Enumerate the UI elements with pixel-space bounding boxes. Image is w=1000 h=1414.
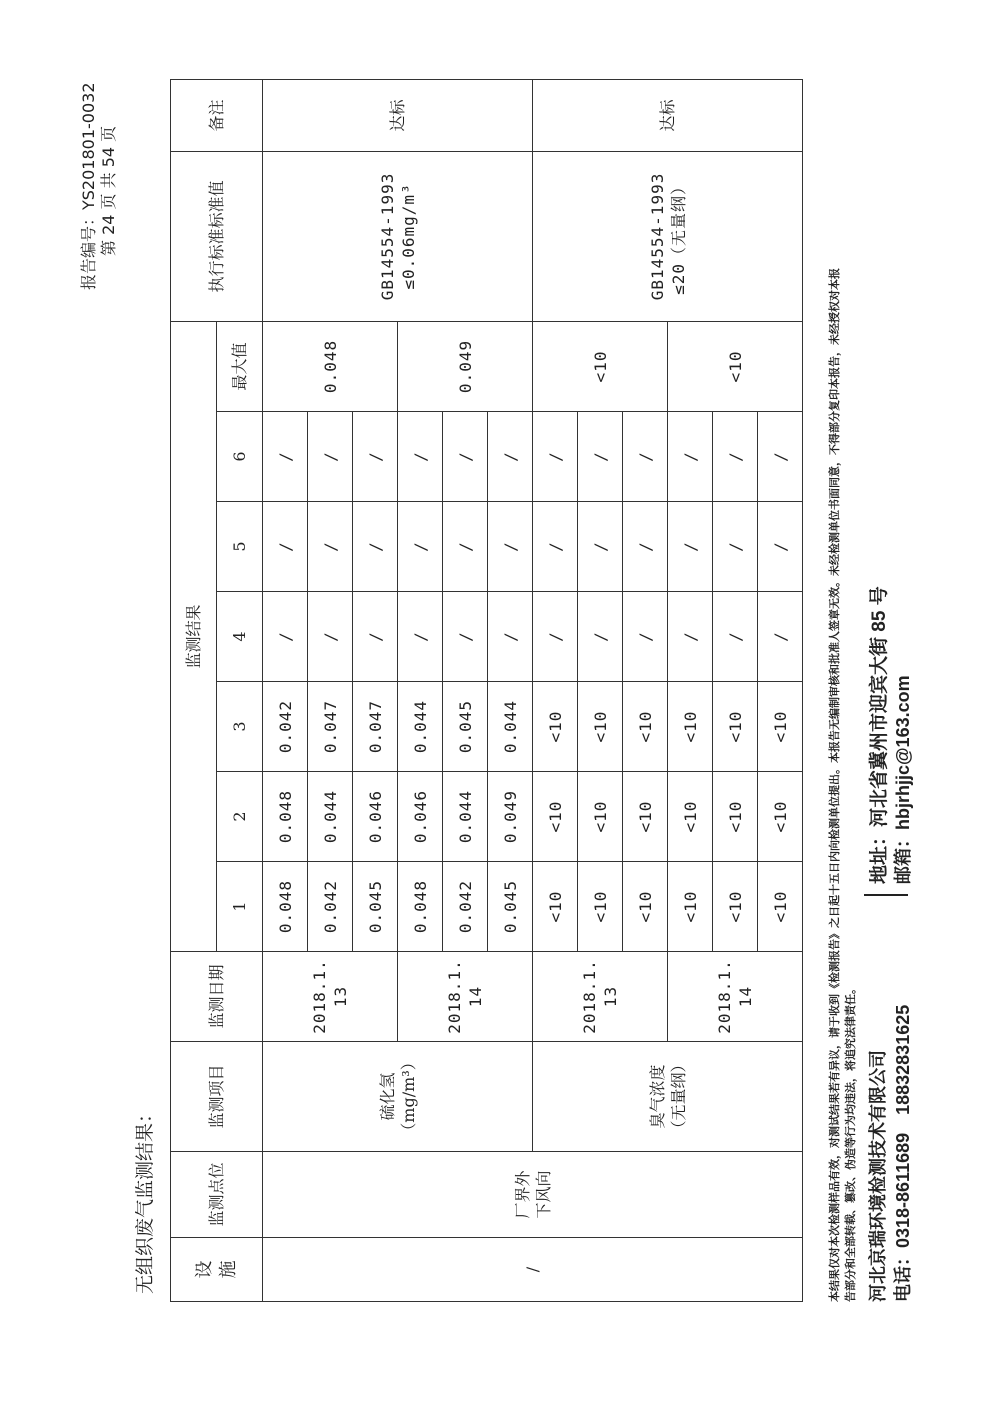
value-cell: 0.047 [353,682,398,772]
company-email: 邮箱：hbjrhjjc@163.com [893,675,913,884]
company-address: 地址：河北省冀州市迎宾大街 85 号 [869,586,890,884]
value-cell: / [758,412,803,502]
value-cell: 0.048 [398,862,443,952]
value-cell: <10 [758,682,803,772]
value-cell: / [668,502,713,592]
value-cell: <10 [533,862,578,952]
value-cell: / [578,502,623,592]
remark-cell: 达标 [533,79,803,151]
th-max: 最大值 [217,321,263,411]
value-cell: / [623,502,668,592]
report-number: 报告编号：YS201801-0032 [79,82,98,290]
value-cell: / [488,412,533,502]
standard-limit: ≤0.06mg/m³ [398,183,418,290]
value-cell: / [398,412,443,502]
value-cell: / [443,592,488,682]
item-cell [533,1042,803,1152]
value-cell: / [623,592,668,682]
value-cell: <10 [533,682,578,772]
value-cell: / [623,412,668,502]
item-cell [263,1042,533,1152]
date-cell [263,952,398,1042]
date-value: 2018.1.13 [310,959,350,1034]
item-unit: （mg/m³） [398,1054,418,1139]
value-cell: <10 [668,682,713,772]
th-idx-3: 3 [217,682,263,772]
section-title: 无组织废气监测结果： [134,1103,156,1294]
value-cell: <10 [533,772,578,862]
value-cell: 0.044 [488,682,533,772]
value-cell: 0.049 [488,772,533,862]
phone-numbers: 电话：0318-8611689 18832831625 [893,1004,913,1302]
value-cell: 0.046 [398,772,443,862]
company-name: 河北京瑞环境检测技术有限公司 [868,1050,888,1302]
value-cell: 0.047 [308,682,353,772]
th-point: 监测点位 [171,1152,263,1238]
results-table [170,79,803,1302]
value-cell: <10 [623,862,668,952]
value-cell: 0.045 [443,682,488,772]
item-name: 臭气浓度 [647,1064,667,1129]
value-cell: / [758,502,803,592]
point-label: 厂界外下风向 [512,1170,553,1219]
max-cell: <10 [668,321,803,411]
value-cell: 0.046 [353,772,398,862]
value-cell: <10 [623,772,668,862]
value-cell: / [533,502,578,592]
value-cell: 0.048 [263,772,308,862]
value-cell: / [533,592,578,682]
value-cell: 0.045 [488,862,533,952]
value-cell: / [263,502,308,592]
value-cell: <10 [713,682,758,772]
value-cell: / [353,592,398,682]
max-cell: 0.048 [263,321,398,411]
remark-cell: 达标 [263,79,533,151]
value-cell: / [488,502,533,592]
th-idx-4: 4 [217,592,263,682]
th-idx-6: 6 [217,412,263,502]
value-cell: / [308,502,353,592]
value-cell: / [533,412,578,502]
max-cell: <10 [533,321,668,411]
value-cell: <10 [578,772,623,862]
value-cell: / [443,412,488,502]
th-facility: 设施 [171,1238,263,1302]
value-cell: / [398,502,443,592]
value-cell: / [443,502,488,592]
footer-separator [864,894,908,896]
standard-cell [263,151,533,321]
date-value: 2018.1.14 [445,959,485,1034]
value-cell: / [398,592,443,682]
value-cell: / [263,412,308,502]
date-cell [668,952,803,1042]
value-cell: <10 [758,862,803,952]
standard-limit: ≤20（无量纲） [668,178,688,295]
value-cell: <10 [713,862,758,952]
point-cell [263,1152,803,1238]
value-cell: / [578,592,623,682]
value-cell: <10 [578,682,623,772]
value-cell: / [713,412,758,502]
th-standard: 执行标准标准值 [171,151,263,321]
date-value: 2018.1.13 [580,959,620,1034]
value-cell: <10 [623,682,668,772]
value-cell: / [668,412,713,502]
value-cell: / [308,592,353,682]
date-cell [398,952,533,1042]
th-idx-5: 5 [217,502,263,592]
page-info: 第 24 页 共 54 页 [99,125,118,256]
value-cell: 0.044 [443,772,488,862]
facility-cell: / [263,1238,803,1302]
standard-code: GB14554-1993 [647,172,667,301]
value-cell: / [578,412,623,502]
value-cell: 0.042 [443,862,488,952]
value-cell: / [713,502,758,592]
value-cell: <10 [578,862,623,952]
value-cell: 0.044 [398,682,443,772]
value-cell: <10 [668,772,713,862]
value-cell: / [353,412,398,502]
disclaimer-line-2: 告部分和全部转载、篡改、伪造等行为均违法，将追究法律责任。 [845,983,857,1302]
th-idx-2: 2 [217,772,263,862]
th-idx-1: 1 [217,862,263,952]
value-cell: / [353,502,398,592]
value-cell: 0.042 [308,862,353,952]
standard-cell [533,151,803,321]
th-remark: 备注 [171,79,263,151]
value-cell: <10 [668,862,713,952]
date-value: 2018.1.14 [715,959,755,1034]
item-name: 硫化氢 [377,1072,397,1121]
value-cell: 0.048 [263,862,308,952]
disclaimer-line-1: 本结果仅对本次检测样品有效，对测试结果若有异议，请于收到《检测报告》之日起十五日内向检测单位提出。本报告无编制审核和批准人签章无效。未经检测单位书面同意，不得部分复印本报告，未经授权对本报 [829,268,841,1302]
standard-code: GB14554-1993 [377,172,397,301]
th-date: 监测日期 [171,952,263,1042]
th-item: 监测项目 [171,1042,263,1152]
max-cell: 0.049 [398,321,533,411]
value-cell: 0.044 [308,772,353,862]
value-cell: / [668,592,713,682]
value-cell: / [263,592,308,682]
value-cell: / [713,592,758,682]
value-cell: / [308,412,353,502]
th-results: 监测结果 [171,321,217,951]
value-cell: <10 [758,772,803,862]
value-cell: / [488,592,533,682]
item-unit: （无量纲） [668,1056,688,1137]
value-cell: / [758,592,803,682]
value-cell: 0.042 [263,682,308,772]
date-cell [533,952,668,1042]
value-cell: <10 [713,772,758,862]
value-cell: 0.045 [353,862,398,952]
